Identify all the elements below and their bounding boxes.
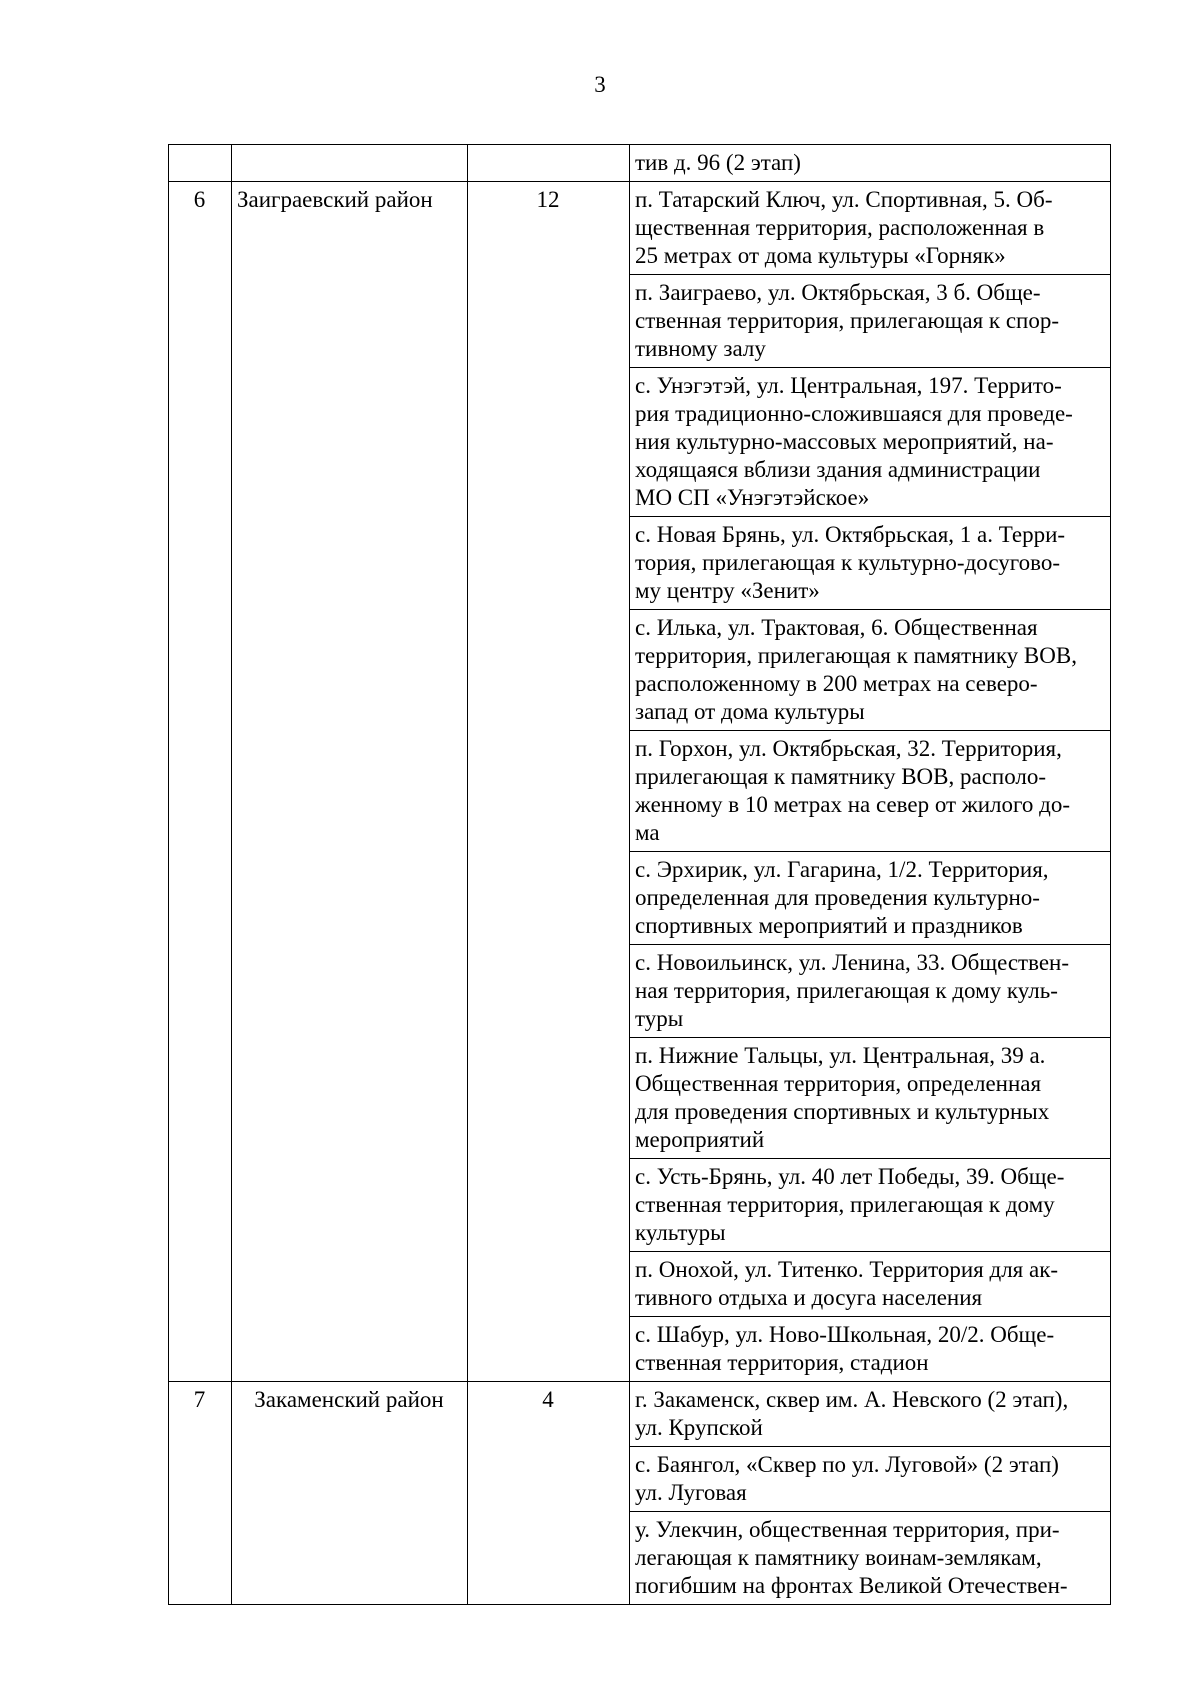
territory-count-cell: 12 xyxy=(468,182,630,1382)
address-line: ма xyxy=(635,820,660,845)
address-cell xyxy=(630,610,1111,731)
address-line: ственная территория, прилегающая к спор- xyxy=(635,308,1060,333)
continuation-count-cell xyxy=(468,145,630,182)
address-line: запад от дома культуры xyxy=(635,699,865,724)
district-cell: Заиграевский район xyxy=(232,182,468,1382)
address-cell xyxy=(630,1382,1111,1447)
address-cell xyxy=(630,182,1111,275)
address-cell xyxy=(630,517,1111,610)
address-line: с. Новая Брянь, ул. Октябрьская, 1 а. Терри- xyxy=(635,522,1066,547)
address-line: п. Онохой, ул. Титенко. Территория для ак- xyxy=(635,1257,1059,1282)
territory-count-cell: 4 xyxy=(468,1382,630,1605)
address-line: п. Нижние Тальцы, ул. Центральная, 39 а. xyxy=(635,1043,1046,1068)
address-cell xyxy=(630,731,1111,852)
address-line: ственная территория, стадион xyxy=(635,1350,929,1375)
territories-table-body xyxy=(169,145,1111,1605)
address-line: культуры xyxy=(635,1220,726,1245)
address-line: с. Шабур, ул. Ново-Школьная, 20/2. Обще- xyxy=(635,1322,1055,1347)
address-line: ул. Луговая xyxy=(635,1480,747,1505)
address-cell xyxy=(630,1317,1111,1382)
address-line: щественная территория, расположенная в xyxy=(635,215,1045,240)
page-number: 3 xyxy=(594,72,606,97)
address-line: му центру «Зенит» xyxy=(635,578,820,603)
address-line: тивного отдыха и досуга населения xyxy=(635,1285,983,1310)
address-cell xyxy=(630,1159,1111,1252)
address-line: п. Заиграево, ул. Октябрьская, 3 б. Обще- xyxy=(635,280,1041,305)
address-line: с. Баянгол, «Сквер по ул. Луговой» (2 этап) xyxy=(635,1452,1059,1477)
address-line: 25 метрах от дома культуры «Горняк» xyxy=(635,243,1006,268)
address-line: ственная территория, прилегающая к дому xyxy=(635,1192,1055,1217)
continuation-num-cell xyxy=(169,145,232,182)
address-cell xyxy=(630,1447,1111,1512)
address-line: территория, прилегающая к памятнику ВОВ, xyxy=(635,643,1077,668)
address-line: ул. Крупской xyxy=(635,1415,763,1440)
continuation-district-cell xyxy=(232,145,468,182)
address-line: с. Эрхирик, ул. Гагарина, 1/2. Территория, xyxy=(635,857,1049,882)
address-line: у. Улекчин, общественная территория, при- xyxy=(635,1517,1060,1542)
address-line: п. Горхон, ул. Октябрьская, 32. Территория, xyxy=(635,736,1062,761)
address-line: ходящаяся вблизи здания администрации xyxy=(635,457,1041,482)
address-cell xyxy=(630,275,1111,368)
address-line: туры xyxy=(635,1006,684,1031)
address-cell xyxy=(630,1038,1111,1159)
address-line: расположенному в 200 метрах на северо- xyxy=(635,671,1038,696)
row-number-cell: 7 xyxy=(169,1382,232,1605)
address-line: мероприятий xyxy=(635,1127,765,1152)
address-line: погибшим на фронтах Великой Отечествен- xyxy=(635,1573,1068,1598)
address-cell xyxy=(630,945,1111,1038)
address-line: тивному залу xyxy=(635,336,766,361)
address-line: с. Новоильинск, ул. Ленина, 33. Обществен- xyxy=(635,950,1070,975)
address-cell xyxy=(630,1252,1111,1317)
address-line: с. Унэгэтэй, ул. Центральная, 197. Террито- xyxy=(635,373,1062,398)
district-cell: Закаменский район xyxy=(232,1382,468,1605)
address-line: тория, прилегающая к культурно-досугово- xyxy=(635,550,1060,575)
address-cell xyxy=(630,1512,1111,1605)
address-line: МО СП «Унэгэтэйское» xyxy=(635,485,870,510)
address-line: тив д. 96 (2 этап) xyxy=(635,150,801,175)
address-line: с. Усть-Брянь, ул. 40 лет Победы, 39. Обще- xyxy=(635,1164,1065,1189)
table-row xyxy=(169,182,1111,275)
address-line: спортивных мероприятий и праздников xyxy=(635,913,1023,938)
address-line: определенная для проведения культурно- xyxy=(635,885,1040,910)
row-number-cell: 6 xyxy=(169,182,232,1382)
continuation-row xyxy=(169,145,1111,182)
address-line: г. Закаменск, сквер им. А. Невского (2 этап), xyxy=(635,1387,1069,1412)
address-line: ния культурно-массовых мероприятий, на- xyxy=(635,429,1054,454)
address-line: с. Илька, ул. Трактовая, 6. Общественная xyxy=(635,615,1038,640)
address-line: легающая к памятнику воинам-землякам, xyxy=(635,1545,1042,1570)
address-line: п. Татарский Ключ, ул. Спортивная, 5. Об- xyxy=(635,187,1053,212)
address-line: Общественная территория, определенная xyxy=(635,1071,1042,1096)
address-cell xyxy=(630,852,1111,945)
address-line: для проведения спортивных и культурных xyxy=(635,1099,1050,1124)
territories-table xyxy=(168,144,1111,1605)
continuation-address-cell xyxy=(630,145,1111,182)
address-line: прилегающая к памятнику ВОВ, располо- xyxy=(635,764,1047,789)
address-line: рия традиционно-сложившаяся для проведе- xyxy=(635,401,1073,426)
address-line: ная территория, прилегающая к дому куль- xyxy=(635,978,1058,1003)
address-line: женному в 10 метрах на север от жилого до- xyxy=(635,792,1070,817)
address-cell xyxy=(630,368,1111,517)
table-row xyxy=(169,1382,1111,1447)
